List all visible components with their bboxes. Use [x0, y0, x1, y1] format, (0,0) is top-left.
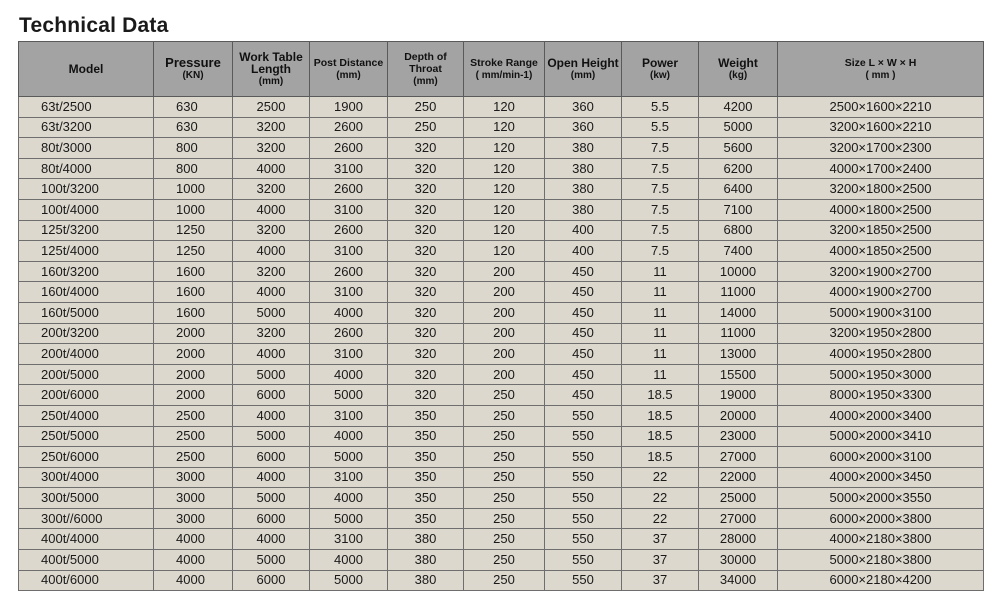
cell-model: 400t/5000	[19, 550, 154, 571]
cell-stroke-range: 120	[464, 138, 545, 159]
cell-work-table-length: 4000	[233, 467, 310, 488]
cell-size: 4000×2000×3450	[778, 467, 984, 488]
cell-post-distance: 4000	[310, 364, 388, 385]
cell-model: 160t/3200	[19, 261, 154, 282]
cell-depth-of-throat: 350	[388, 447, 464, 468]
cell-work-table-length: 6000	[233, 385, 310, 406]
cell-weight: 15500	[699, 364, 778, 385]
cell-size: 6000×2000×3800	[778, 508, 984, 529]
cell-power: 11	[622, 364, 699, 385]
cell-model: 160t/4000	[19, 282, 154, 303]
cell-open-height: 550	[545, 550, 622, 571]
cell-power: 7.5	[622, 241, 699, 262]
cell-stroke-range: 200	[464, 344, 545, 365]
cell-depth-of-throat: 250	[388, 97, 464, 118]
cell-power: 37	[622, 529, 699, 550]
table-row	[19, 117, 984, 138]
column-header-unit: (KN)	[182, 69, 204, 81]
cell-open-height: 450	[545, 261, 622, 282]
cell-power: 22	[622, 508, 699, 529]
cell-work-table-length: 6000	[233, 508, 310, 529]
cell-depth-of-throat: 320	[388, 199, 464, 220]
cell-size: 6000×2000×3100	[778, 447, 984, 468]
cell-size: 4000×1900×2700	[778, 282, 984, 303]
column-header-label: Post Distance	[313, 56, 384, 69]
cell-size: 3200×1850×2500	[778, 220, 984, 241]
cell-open-height: 380	[545, 138, 622, 159]
cell-pressure: 1250	[154, 220, 233, 241]
cell-depth-of-throat: 350	[388, 405, 464, 426]
cell-depth-of-throat: 380	[388, 529, 464, 550]
cell-post-distance: 4000	[310, 426, 388, 447]
cell-model: 250t/5000	[19, 426, 154, 447]
cell-size: 4000×1700×2400	[778, 158, 984, 179]
column-header-label: Work Table Length	[239, 49, 303, 76]
cell-weight: 10000	[699, 261, 778, 282]
cell-open-height: 450	[545, 385, 622, 406]
cell-open-height: 400	[545, 241, 622, 262]
table-row	[19, 529, 984, 550]
cell-model: 100t/3200	[19, 179, 154, 200]
column-header-unit: (kg)	[728, 69, 748, 81]
column-header-size	[778, 42, 984, 97]
cell-post-distance: 3100	[310, 199, 388, 220]
column-header-unit: ( mm )	[865, 69, 896, 81]
cell-size: 4000×1850×2500	[778, 241, 984, 262]
cell-size: 4000×1950×2800	[778, 344, 984, 365]
cell-post-distance: 2600	[310, 220, 388, 241]
cell-model: 200t/6000	[19, 385, 154, 406]
cell-size: 3200×1600×2210	[778, 117, 984, 138]
cell-pressure: 1250	[154, 241, 233, 262]
table-row	[19, 385, 984, 406]
cell-size: 4000×2180×3800	[778, 529, 984, 550]
cell-depth-of-throat: 320	[388, 385, 464, 406]
cell-stroke-range: 200	[464, 261, 545, 282]
cell-work-table-length: 3200	[233, 220, 310, 241]
cell-depth-of-throat: 320	[388, 282, 464, 303]
cell-weight: 5600	[699, 138, 778, 159]
cell-open-height: 400	[545, 220, 622, 241]
cell-pressure: 2500	[154, 426, 233, 447]
cell-work-table-length: 4000	[233, 282, 310, 303]
cell-stroke-range: 250	[464, 385, 545, 406]
cell-open-height: 550	[545, 447, 622, 468]
table-row	[19, 508, 984, 529]
table-row	[19, 467, 984, 488]
column-header-unit: (mm)	[258, 75, 284, 87]
header-row	[19, 42, 984, 97]
cell-post-distance: 2600	[310, 179, 388, 200]
column-header-unit: ( mm/min-1)	[475, 69, 533, 81]
cell-work-table-length: 6000	[233, 570, 310, 591]
cell-pressure: 800	[154, 158, 233, 179]
cell-size: 3200×1700×2300	[778, 138, 984, 159]
cell-open-height: 380	[545, 158, 622, 179]
table-body	[19, 97, 984, 591]
cell-power: 37	[622, 570, 699, 591]
cell-stroke-range: 250	[464, 570, 545, 591]
cell-open-height: 360	[545, 117, 622, 138]
cell-pressure: 3000	[154, 488, 233, 509]
cell-model: 200t/4000	[19, 344, 154, 365]
cell-open-height: 550	[545, 570, 622, 591]
table-row	[19, 199, 984, 220]
cell-work-table-length: 3200	[233, 323, 310, 344]
cell-pressure: 2000	[154, 385, 233, 406]
cell-model: 80t/4000	[19, 158, 154, 179]
table-row	[19, 241, 984, 262]
cell-model: 80t/3000	[19, 138, 154, 159]
cell-pressure: 1000	[154, 199, 233, 220]
cell-size: 2500×1600×2210	[778, 97, 984, 118]
table-row	[19, 179, 984, 200]
cell-depth-of-throat: 320	[388, 220, 464, 241]
cell-open-height: 550	[545, 426, 622, 447]
cell-stroke-range: 120	[464, 199, 545, 220]
cell-work-table-length: 5000	[233, 488, 310, 509]
cell-weight: 30000	[699, 550, 778, 571]
cell-model: 400t/4000	[19, 529, 154, 550]
cell-weight: 27000	[699, 508, 778, 529]
cell-post-distance: 2600	[310, 117, 388, 138]
table-row	[19, 447, 984, 468]
cell-work-table-length: 4000	[233, 241, 310, 262]
cell-work-table-length: 3200	[233, 261, 310, 282]
cell-weight: 11000	[699, 282, 778, 303]
cell-weight: 7400	[699, 241, 778, 262]
cell-size: 5000×2180×3800	[778, 550, 984, 571]
cell-post-distance: 3100	[310, 344, 388, 365]
cell-pressure: 2500	[154, 405, 233, 426]
cell-model: 160t/5000	[19, 302, 154, 323]
cell-work-table-length: 5000	[233, 302, 310, 323]
table-row	[19, 323, 984, 344]
cell-work-table-length: 3200	[233, 179, 310, 200]
column-header-post-distance	[310, 42, 388, 97]
cell-weight: 27000	[699, 447, 778, 468]
cell-stroke-range: 250	[464, 488, 545, 509]
cell-depth-of-throat: 320	[388, 364, 464, 385]
column-header-label: Size L × W × H	[844, 56, 917, 69]
cell-post-distance: 3100	[310, 158, 388, 179]
cell-post-distance: 4000	[310, 488, 388, 509]
table-row	[19, 488, 984, 509]
cell-work-table-length: 5000	[233, 550, 310, 571]
cell-depth-of-throat: 320	[388, 344, 464, 365]
table-row	[19, 550, 984, 571]
cell-open-height: 380	[545, 199, 622, 220]
cell-depth-of-throat: 380	[388, 550, 464, 571]
cell-pressure: 800	[154, 138, 233, 159]
cell-post-distance: 2600	[310, 261, 388, 282]
column-header-label: Open Height	[547, 55, 619, 70]
cell-power: 5.5	[622, 117, 699, 138]
cell-power: 11	[622, 282, 699, 303]
cell-weight: 28000	[699, 529, 778, 550]
cell-pressure: 630	[154, 117, 233, 138]
cell-open-height: 380	[545, 179, 622, 200]
cell-stroke-range: 200	[464, 364, 545, 385]
table-row	[19, 158, 984, 179]
cell-model: 100t/4000	[19, 199, 154, 220]
cell-post-distance: 2600	[310, 323, 388, 344]
table-row	[19, 138, 984, 159]
table-row	[19, 261, 984, 282]
column-header-power	[622, 42, 699, 97]
cell-depth-of-throat: 320	[388, 302, 464, 323]
table-row	[19, 220, 984, 241]
cell-work-table-length: 4000	[233, 405, 310, 426]
cell-stroke-range: 120	[464, 220, 545, 241]
cell-power: 11	[622, 344, 699, 365]
cell-stroke-range: 120	[464, 179, 545, 200]
cell-stroke-range: 250	[464, 467, 545, 488]
cell-size: 3200×1900×2700	[778, 261, 984, 282]
cell-power: 7.5	[622, 138, 699, 159]
cell-weight: 14000	[699, 302, 778, 323]
cell-depth-of-throat: 250	[388, 117, 464, 138]
column-header-pressure	[154, 42, 233, 97]
cell-open-height: 550	[545, 405, 622, 426]
cell-power: 7.5	[622, 199, 699, 220]
column-header-label: Power	[641, 55, 678, 70]
column-header-label: Model	[68, 62, 104, 76]
cell-pressure: 3000	[154, 467, 233, 488]
cell-pressure: 2000	[154, 323, 233, 344]
cell-open-height: 550	[545, 529, 622, 550]
cell-model: 200t/5000	[19, 364, 154, 385]
cell-post-distance: 4000	[310, 550, 388, 571]
column-header-unit: (mm)	[336, 69, 361, 81]
cell-power: 7.5	[622, 158, 699, 179]
cell-work-table-length: 6000	[233, 447, 310, 468]
cell-post-distance: 3100	[310, 405, 388, 426]
cell-open-height: 550	[545, 508, 622, 529]
cell-size: 5000×1900×3100	[778, 302, 984, 323]
cell-stroke-range: 120	[464, 241, 545, 262]
table-row	[19, 282, 984, 303]
cell-size: 5000×1950×3000	[778, 364, 984, 385]
cell-weight: 4200	[699, 97, 778, 118]
cell-stroke-range: 250	[464, 550, 545, 571]
cell-weight: 22000	[699, 467, 778, 488]
cell-depth-of-throat: 320	[388, 241, 464, 262]
cell-post-distance: 4000	[310, 302, 388, 323]
cell-model: 300t//6000	[19, 508, 154, 529]
cell-pressure: 4000	[154, 570, 233, 591]
column-header-unit: (mm)	[570, 69, 596, 81]
column-header-label: Depth of Throat	[404, 50, 447, 75]
cell-open-height: 450	[545, 323, 622, 344]
cell-open-height: 450	[545, 302, 622, 323]
column-header-model	[19, 42, 154, 97]
page-title: Technical Data	[19, 14, 169, 37]
cell-open-height: 450	[545, 282, 622, 303]
cell-size: 4000×1800×2500	[778, 199, 984, 220]
cell-power: 7.5	[622, 179, 699, 200]
cell-weight: 13000	[699, 344, 778, 365]
table-row	[19, 302, 984, 323]
cell-model: 400t/6000	[19, 570, 154, 591]
cell-weight: 6400	[699, 179, 778, 200]
column-header-label: Stroke Range	[470, 56, 538, 69]
cell-power: 18.5	[622, 405, 699, 426]
technical-data-table	[18, 41, 984, 591]
cell-pressure: 1600	[154, 261, 233, 282]
cell-pressure: 2000	[154, 344, 233, 365]
cell-post-distance: 3100	[310, 529, 388, 550]
cell-weight: 11000	[699, 323, 778, 344]
cell-power: 11	[622, 323, 699, 344]
cell-power: 22	[622, 467, 699, 488]
cell-weight: 23000	[699, 426, 778, 447]
cell-stroke-range: 250	[464, 508, 545, 529]
cell-model: 63t/3200	[19, 117, 154, 138]
cell-depth-of-throat: 320	[388, 179, 464, 200]
cell-stroke-range: 250	[464, 447, 545, 468]
cell-size: 3200×1950×2800	[778, 323, 984, 344]
cell-pressure: 4000	[154, 550, 233, 571]
cell-weight: 34000	[699, 570, 778, 591]
cell-model: 125t/3200	[19, 220, 154, 241]
cell-weight: 5000	[699, 117, 778, 138]
cell-pressure: 4000	[154, 529, 233, 550]
cell-stroke-range: 250	[464, 529, 545, 550]
cell-size: 8000×1950×3300	[778, 385, 984, 406]
cell-size: 3200×1800×2500	[778, 179, 984, 200]
cell-weight: 25000	[699, 488, 778, 509]
cell-post-distance: 5000	[310, 570, 388, 591]
cell-stroke-range: 200	[464, 282, 545, 303]
cell-depth-of-throat: 320	[388, 261, 464, 282]
column-header-stroke-range	[464, 42, 545, 97]
cell-model: 125t/4000	[19, 241, 154, 262]
cell-size: 5000×2000×3550	[778, 488, 984, 509]
cell-pressure: 1600	[154, 282, 233, 303]
cell-weight: 6200	[699, 158, 778, 179]
cell-depth-of-throat: 350	[388, 467, 464, 488]
cell-open-height: 550	[545, 488, 622, 509]
column-header-open-height	[545, 42, 622, 97]
table-row	[19, 426, 984, 447]
column-header-unit: (mm)	[413, 75, 438, 87]
cell-power: 22	[622, 488, 699, 509]
cell-post-distance: 1900	[310, 97, 388, 118]
cell-depth-of-throat: 320	[388, 138, 464, 159]
column-header-label: Weight	[718, 55, 758, 70]
cell-post-distance: 3100	[310, 282, 388, 303]
cell-open-height: 550	[545, 467, 622, 488]
table-row	[19, 405, 984, 426]
cell-work-table-length: 3200	[233, 117, 310, 138]
table-row	[19, 570, 984, 591]
cell-depth-of-throat: 380	[388, 570, 464, 591]
cell-weight: 19000	[699, 385, 778, 406]
cell-depth-of-throat: 350	[388, 508, 464, 529]
table-row	[19, 364, 984, 385]
column-header-label: Pressure	[165, 54, 221, 70]
cell-depth-of-throat: 350	[388, 426, 464, 447]
cell-weight: 6800	[699, 220, 778, 241]
cell-size: 4000×2000×3400	[778, 405, 984, 426]
cell-stroke-range: 120	[464, 97, 545, 118]
cell-power: 37	[622, 550, 699, 571]
cell-power: 18.5	[622, 385, 699, 406]
cell-power: 5.5	[622, 97, 699, 118]
cell-model: 250t/6000	[19, 447, 154, 468]
cell-work-table-length: 4000	[233, 344, 310, 365]
cell-pressure: 2500	[154, 447, 233, 468]
cell-post-distance: 2600	[310, 138, 388, 159]
cell-power: 11	[622, 302, 699, 323]
cell-model: 250t/4000	[19, 405, 154, 426]
column-header-unit: (kw)	[650, 69, 670, 81]
cell-model: 200t/3200	[19, 323, 154, 344]
cell-model: 300t/4000	[19, 467, 154, 488]
cell-pressure: 1600	[154, 302, 233, 323]
cell-power: 18.5	[622, 426, 699, 447]
cell-stroke-range: 200	[464, 302, 545, 323]
table-row	[19, 344, 984, 365]
cell-work-table-length: 5000	[233, 364, 310, 385]
cell-work-table-length: 3200	[233, 138, 310, 159]
cell-post-distance: 5000	[310, 447, 388, 468]
cell-depth-of-throat: 350	[388, 488, 464, 509]
table-row	[19, 97, 984, 118]
cell-stroke-range: 120	[464, 117, 545, 138]
cell-model: 63t/2500	[19, 97, 154, 118]
cell-stroke-range: 120	[464, 158, 545, 179]
cell-pressure: 1000	[154, 179, 233, 200]
cell-pressure: 630	[154, 97, 233, 118]
cell-work-table-length: 2500	[233, 97, 310, 118]
cell-post-distance: 5000	[310, 508, 388, 529]
technical-data-table-container	[18, 41, 983, 591]
cell-work-table-length: 5000	[233, 426, 310, 447]
cell-work-table-length: 4000	[233, 529, 310, 550]
cell-post-distance: 3100	[310, 241, 388, 262]
cell-work-table-length: 4000	[233, 158, 310, 179]
cell-stroke-range: 250	[464, 426, 545, 447]
cell-pressure: 3000	[154, 508, 233, 529]
cell-stroke-range: 200	[464, 323, 545, 344]
cell-pressure: 2000	[154, 364, 233, 385]
cell-power: 11	[622, 261, 699, 282]
column-header-weight	[699, 42, 778, 97]
cell-open-height: 360	[545, 97, 622, 118]
cell-size: 5000×2000×3410	[778, 426, 984, 447]
cell-work-table-length: 4000	[233, 199, 310, 220]
cell-size: 6000×2180×4200	[778, 570, 984, 591]
cell-weight: 20000	[699, 405, 778, 426]
cell-open-height: 450	[545, 364, 622, 385]
cell-depth-of-throat: 320	[388, 323, 464, 344]
cell-stroke-range: 250	[464, 405, 545, 426]
column-header-depth-of-throat	[388, 42, 464, 97]
cell-depth-of-throat: 320	[388, 158, 464, 179]
cell-power: 7.5	[622, 220, 699, 241]
column-header-work-table-length	[233, 42, 310, 97]
cell-model: 300t/5000	[19, 488, 154, 509]
cell-post-distance: 3100	[310, 467, 388, 488]
cell-weight: 7100	[699, 199, 778, 220]
cell-open-height: 450	[545, 344, 622, 365]
cell-power: 18.5	[622, 447, 699, 468]
cell-post-distance: 5000	[310, 385, 388, 406]
